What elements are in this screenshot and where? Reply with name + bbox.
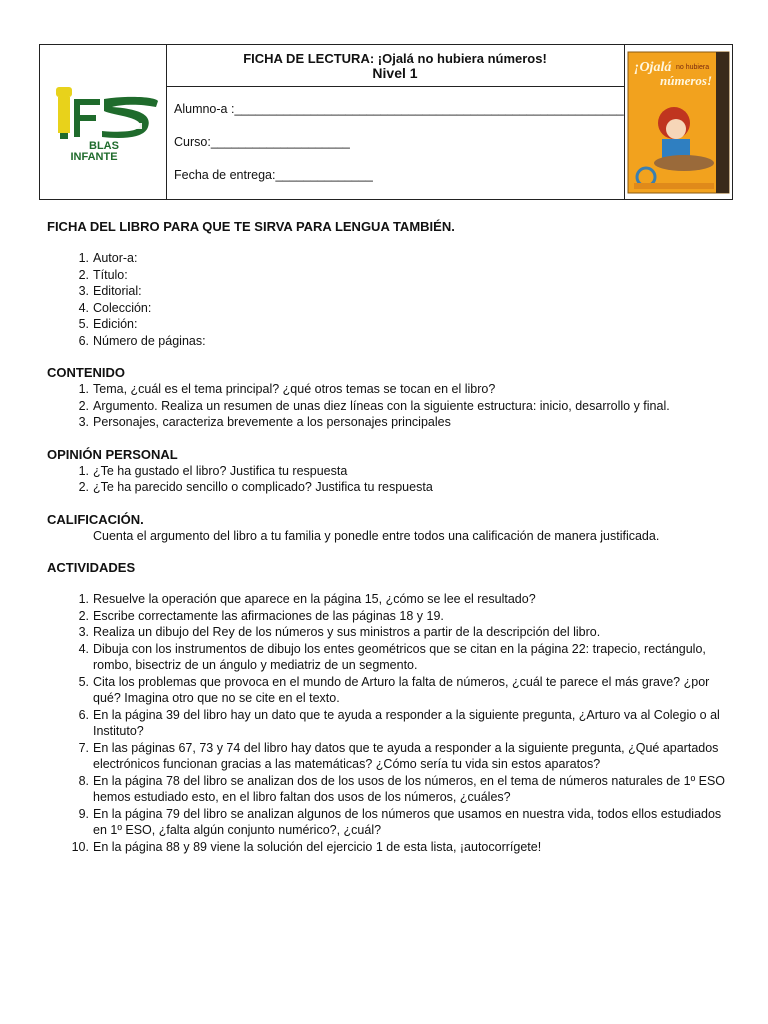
opinion-list	[47, 463, 727, 496]
list-item: 10. En la página 88 y 89 viene la solución del ejercicio 1 de esta lista, ¡autocorrígete!	[71, 839, 542, 854]
activities-heading: ACTIVIDADES	[47, 560, 136, 575]
list-item: 1. Resuelve la operación que aparece en la página 15, ¿cómo se lee el resultado?	[78, 592, 536, 606]
list-item: 5. Cita los problemas que provoca en el mundo de Arturo la falta de números, ¿cuál te parece el más grave? ¿por qué? Imagina otro que no se cite en el texto.	[78, 674, 710, 705]
list-item: 5. Edición:	[78, 317, 138, 331]
list-item: 2. Título:	[78, 267, 128, 282]
logo-text-blas: BLAS	[89, 140, 119, 152]
school-logo-cell	[40, 45, 167, 199]
book-info-list	[47, 250, 727, 349]
book-info-heading: FICHA DEL LIBRO PARA QUE TE SIRVA PARA LENGUA TAMBIÉN.	[47, 219, 455, 234]
worksheet-body	[47, 218, 727, 855]
list-item: 8. En la página 78 del libro se analizan dos de los usos de los números, en el tema de números naturales de 1º ESO hemos estudiado esto, en el libro faltan dos usos de los números, ¿cuáles?	[78, 773, 726, 804]
list-item: 2. Argumento. Realiza un resumen de unas diez líneas con la siguiente estructura: inicio, desarrollo y final.	[78, 398, 670, 413]
grading-heading: CALIFICACIÓN.	[47, 511, 144, 527]
list-item: 1. ¿Te ha gustado el libro? Justifica tu respuesta	[78, 463, 348, 478]
list-item: 3. Editorial:	[78, 284, 142, 298]
logo-text-infante: INFANTE	[70, 151, 118, 163]
list-item: 2. Escribe correctamente las afirmaciones de las páginas 18 y 19.	[78, 608, 444, 623]
worksheet-level: Nivel 1	[372, 65, 418, 81]
school-logo	[40, 45, 166, 199]
list-item: 3. Realiza un dibujo del Rey de los números y sus ministros a partir de la descripción del libro.	[78, 625, 601, 639]
list-item: 3. Personajes, caracteriza brevemente a los personajes principales	[78, 415, 451, 429]
header-title-row	[166, 45, 624, 87]
content-list	[47, 381, 727, 431]
header-table	[39, 44, 733, 200]
list-item: 9. En la página 79 del libro se analizan algunos de los números que usamos en nuestra vida, todos ellos estudiados en 1º ESO, ¿falta algún conjunto numérico?, ¿cuál?	[78, 806, 722, 837]
svg-text:números!: números!	[660, 73, 713, 88]
list-item: 6. Número de páginas:	[78, 333, 206, 348]
book-cover-image	[624, 45, 732, 199]
svg-text:no hubiera: no hubiera	[676, 64, 710, 71]
list-item: 2. ¿Te ha parecido sencillo o complicado? Justifica tu respuesta	[78, 480, 433, 494]
course-field[interactable]: Curso:____________________	[174, 135, 350, 149]
grading-text: Cuenta el argumento del libro a tu familia y ponedle entre todos una calificación de manera justificada.	[93, 528, 660, 543]
list-item: 1. Autor-a:	[78, 251, 138, 265]
content-heading: CONTENIDO	[47, 365, 125, 380]
student-fields	[166, 87, 624, 200]
cover-title-text: ¡Ojalá	[634, 60, 672, 75]
list-item: 4. Colección:	[78, 300, 152, 315]
list-item: 7. En las páginas 67, 73 y 74 del libro hay datos que te ayuda a responder a la siguiente pregunta, ¿Qué apartados electrónicos funcionan gracias a las matemáticas? ¿Cómo sería tu vida sin estos aparatos?	[78, 740, 719, 771]
list-item: 6. En la página 39 del libro hay un dato que te ayuda a responder a la siguiente pregunta, ¿Arturo va al Colegio o al Instituto?	[78, 707, 720, 738]
due-date-field[interactable]: Fecha de entrega:______________	[174, 168, 373, 182]
student-name-field[interactable]: Alumno-a :________________________________________________________	[174, 102, 624, 116]
list-item: 4. Dibuja con los instrumentos de dibujo los entes geométricos que se citan en la página 22: trapecio, rectángulo, rombo, bisectriz de un ángulo y mediatriz de un segmento.	[78, 641, 706, 672]
activities-list	[47, 591, 727, 855]
header-info-cell	[166, 45, 625, 199]
list-item: 1. Tema, ¿cuál es el tema principal? ¿qué otros temas se tocan en el libro?	[78, 382, 496, 396]
opinion-heading: OPINIÓN PERSONAL	[47, 446, 178, 462]
worksheet-title: FICHA DE LECTURA: ¡Ojalá no hubiera números!	[243, 51, 547, 66]
book-cover-cell	[624, 45, 732, 199]
